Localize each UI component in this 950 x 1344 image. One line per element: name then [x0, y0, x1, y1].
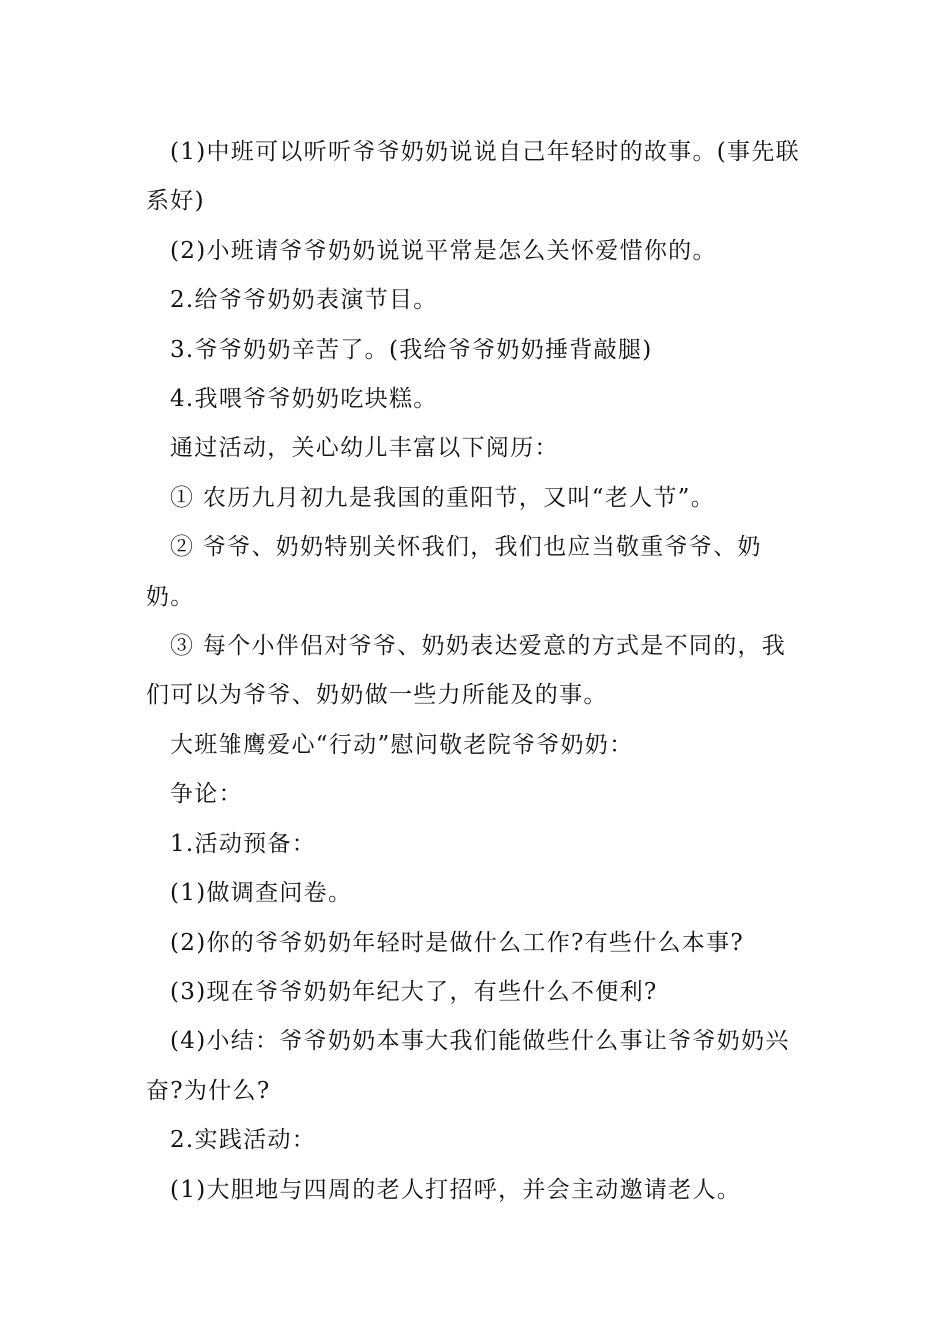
paragraph: (3)现在爷爷奶奶年纪大了，有些什么不便利? [170, 978, 658, 1005]
paragraph: (2)你的爷爷奶奶年轻时是做什么工作?有些什么本事? [170, 929, 745, 956]
paragraph: ② 爷爷、奶奶特别关怀我们，我们也应当敬重爷爷、奶奶。 [146, 534, 762, 610]
paragraph: 争论： [170, 781, 243, 808]
paragraph: (4)小结：爷爷奶奶本事大我们能做些什么事让爷爷奶奶兴奋?为什么? [146, 1028, 790, 1104]
paragraph: 4.我喂爷爷奶奶吃块糕。 [170, 386, 438, 413]
paragraph: (1)大胆地与四周的老人打招呼，并会主动邀请老人。 [170, 1176, 742, 1203]
paragraph: (1)做调查问卷。 [170, 880, 353, 907]
paragraph: 2.给爷爷奶奶表演节目。 [170, 287, 438, 314]
paragraph: 通过活动，关心幼儿丰富以下阅历： [170, 435, 559, 462]
paragraph: 3.爷爷奶奶辛苦了。(我给爷爷奶奶捶背敲腿) [170, 336, 653, 363]
paragraph: (2)小班请爷爷奶奶说说平常是怎么关怀爱惜你的。 [170, 237, 717, 264]
paragraph: ③ 每个小伴侣对爷爷、奶奶表达爱意的方式是不同的，我们可以为爷爷、奶奶做一些力所能及的事。 [146, 633, 787, 709]
paragraph: 2.实践活动： [170, 1127, 317, 1154]
paragraph: 1.活动预备： [170, 830, 317, 857]
paragraph: ① 农历九月初九是我国的重阳节，又叫“老人节”。 [170, 484, 716, 511]
document-body [146, 128, 810, 1215]
paragraph: 大班雏鹰爱心“行动”慰问敬老院爷爷奶奶： [170, 731, 634, 758]
paragraph: (1)中班可以听听爷爷奶奶说说自己年轻时的故事。(事先联系好) [146, 139, 800, 215]
